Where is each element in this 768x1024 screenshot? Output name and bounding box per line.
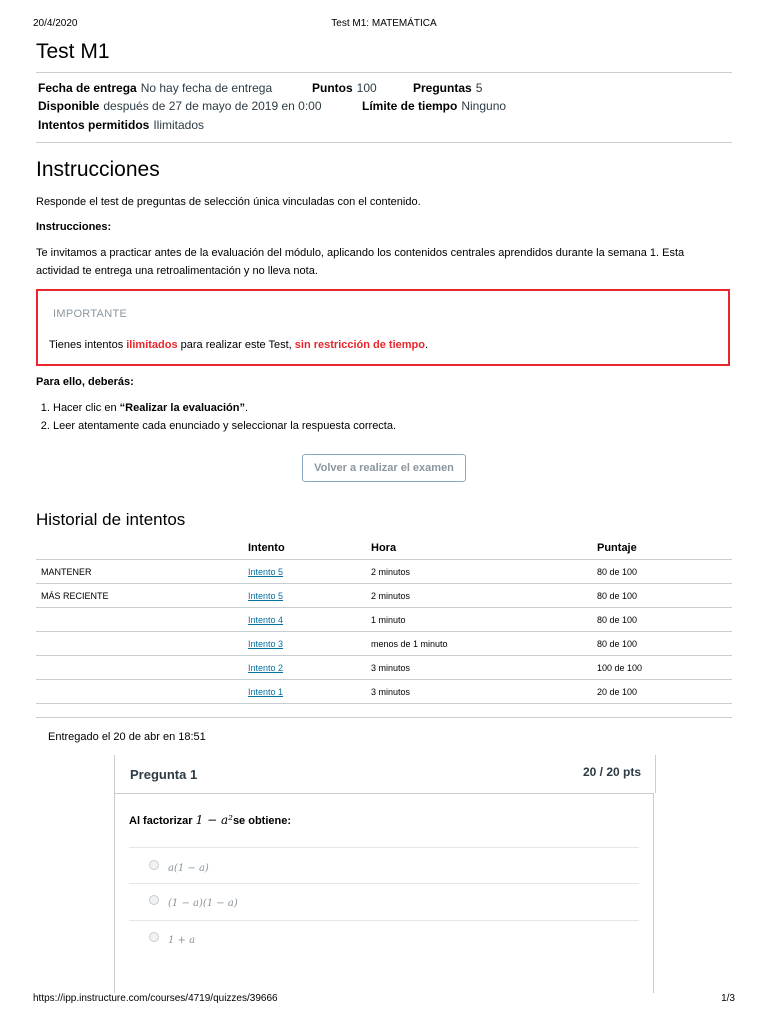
attempt-history-table xyxy=(36,537,732,704)
question-prompt-text: Al factorizar xyxy=(129,815,196,827)
important-highlight-no-time-limit: sin restricción de tiempo xyxy=(294,339,425,351)
important-text xyxy=(49,339,428,351)
table-row xyxy=(36,608,732,632)
print-page-number: 1/3 xyxy=(721,993,735,1004)
step-emphasis: “Realizar la evaluación” xyxy=(119,402,245,414)
instructions-intro: Responde el test de preguntas de selección única vinculadas con el contenido. xyxy=(36,196,421,208)
radio-button[interactable] xyxy=(149,932,159,942)
print-url: https://ipp.instructure.com/courses/4719/quizzes/39666 xyxy=(33,993,278,1004)
attempt-link[interactable]: Intento 5 xyxy=(248,566,284,577)
step-item: 2. Leer atentamente cada enunciado y seleccionar la respuesta correcta. xyxy=(53,417,396,435)
important-highlight-unlimited: ilimitados xyxy=(126,339,178,351)
table-row xyxy=(36,632,732,656)
attempt-link[interactable]: Intento 5 xyxy=(248,590,284,601)
table-row xyxy=(36,584,732,608)
due-value: No hay fecha de entrega xyxy=(140,81,273,95)
attempt-time: 2 minutos xyxy=(371,584,597,608)
important-text-part: Tienes intentos xyxy=(49,339,127,351)
attempt-time: 1 minuto xyxy=(371,608,597,632)
attempt-tag: MANTENER xyxy=(36,560,248,584)
instructions-paragraph: Te invitamos a practicar antes de la evaluación del módulo, aplicando los contenidos centrales aprendidos durante la semana 1. Esta actividad te entrega una retroalimentación y no lleva nota. xyxy=(36,247,685,277)
divider xyxy=(36,142,732,143)
questions-value: 5 xyxy=(475,81,483,95)
column-header xyxy=(36,537,248,560)
attempts-value: Ilimitados xyxy=(153,118,205,132)
radio-button[interactable] xyxy=(149,895,159,905)
attempt-score: 80 de 100 xyxy=(597,560,732,584)
print-doc-title: Test M1: MATEMÁTICA xyxy=(331,18,437,29)
points-detail xyxy=(312,81,377,95)
attempt-tag: MÁS RECIENTE xyxy=(36,584,248,608)
attempt-time: menos de 1 minuto xyxy=(371,632,597,656)
time-limit-value: Ninguno xyxy=(461,99,507,113)
answer-option[interactable] xyxy=(149,895,238,909)
attempt-link[interactable]: Intento 3 xyxy=(248,638,284,649)
question-prompt-math: 1 − a² xyxy=(195,813,233,827)
attempt-time: 2 minutos xyxy=(371,560,597,584)
retake-quiz-button[interactable]: Volver a realizar el examen xyxy=(302,454,466,482)
important-text-part: para realizar este Test, xyxy=(177,339,295,351)
attempt-time: 3 minutos xyxy=(371,680,597,704)
available-value: después de 27 de mayo de 2019 en 0:00 xyxy=(103,99,322,113)
due-label: Fecha de entrega xyxy=(38,81,137,95)
attempt-score: 20 de 100 xyxy=(597,680,732,704)
answer-text: (1 − a)(1 − a) xyxy=(168,898,238,909)
question-header xyxy=(114,755,656,793)
answer-text: a(1 − a) xyxy=(168,863,209,874)
question-points: 20 / 20 pts xyxy=(582,765,641,779)
important-notice xyxy=(36,289,730,366)
attempt-score: 100 de 100 xyxy=(597,656,732,680)
page-title: Test M1 xyxy=(36,40,110,63)
answer-option[interactable] xyxy=(149,932,195,946)
answer-divider xyxy=(129,883,639,884)
attempt-score: 80 de 100 xyxy=(597,608,732,632)
step-text: Hacer clic en xyxy=(53,402,120,414)
answer-text: 1 + a xyxy=(168,935,196,946)
divider xyxy=(36,717,732,718)
steps-list xyxy=(36,399,396,435)
question-body xyxy=(114,793,654,993)
question-prompt-text: se obtiene: xyxy=(232,815,292,827)
attempt-link[interactable]: Intento 2 xyxy=(248,662,284,673)
answer-option[interactable] xyxy=(149,860,209,874)
attempt-link[interactable]: Intento 1 xyxy=(248,686,284,697)
radio-button[interactable] xyxy=(149,860,159,870)
step-text: . xyxy=(244,402,249,414)
quiz-details-row-1 xyxy=(38,81,272,95)
table-row xyxy=(36,680,732,704)
time-limit-detail xyxy=(362,99,506,113)
divider xyxy=(36,72,732,73)
time-limit-label: Límite de tiempo xyxy=(362,99,458,113)
attempt-link[interactable]: Intento 4 xyxy=(248,614,284,625)
column-header: Puntaje xyxy=(597,537,732,560)
column-header: Intento xyxy=(248,537,371,560)
print-date: 20/4/2020 xyxy=(33,18,78,29)
attempts-label: Intentos permitidos xyxy=(38,118,150,132)
table-row xyxy=(36,656,732,680)
attempt-score: 80 de 100 xyxy=(597,584,732,608)
step-item xyxy=(53,399,396,417)
attempt-score: 80 de 100 xyxy=(597,632,732,656)
steps-heading: Para ello, deberás: xyxy=(36,376,134,388)
important-title: IMPORTANTE xyxy=(53,308,128,320)
history-title: Historial de intentos xyxy=(36,510,186,529)
column-header: Hora xyxy=(371,537,597,560)
question-name: Pregunta 1 xyxy=(130,767,198,782)
important-text-part: . xyxy=(424,339,429,351)
attempt-time: 3 minutos xyxy=(371,656,597,680)
attempt-tag xyxy=(36,656,248,680)
questions-label: Preguntas xyxy=(413,81,472,95)
questions-detail xyxy=(413,81,482,95)
attempts-detail xyxy=(38,118,204,132)
attempt-tag xyxy=(36,608,248,632)
attempt-tag xyxy=(36,632,248,656)
points-label: Puntos xyxy=(312,81,353,95)
attempt-tag xyxy=(36,680,248,704)
instructions-heading: Instrucciones xyxy=(36,158,160,181)
available-label: Disponible xyxy=(38,99,100,113)
submitted-timestamp: Entregado el 20 de abr en 18:51 xyxy=(48,731,206,743)
points-value: 100 xyxy=(356,81,377,95)
answer-divider xyxy=(129,920,639,921)
answer-divider xyxy=(129,847,639,848)
question-prompt xyxy=(129,813,291,827)
available-detail xyxy=(38,99,322,113)
table-header-row xyxy=(36,537,732,560)
table-row xyxy=(36,560,732,584)
instructions-subheading: Instrucciones: xyxy=(36,221,112,233)
